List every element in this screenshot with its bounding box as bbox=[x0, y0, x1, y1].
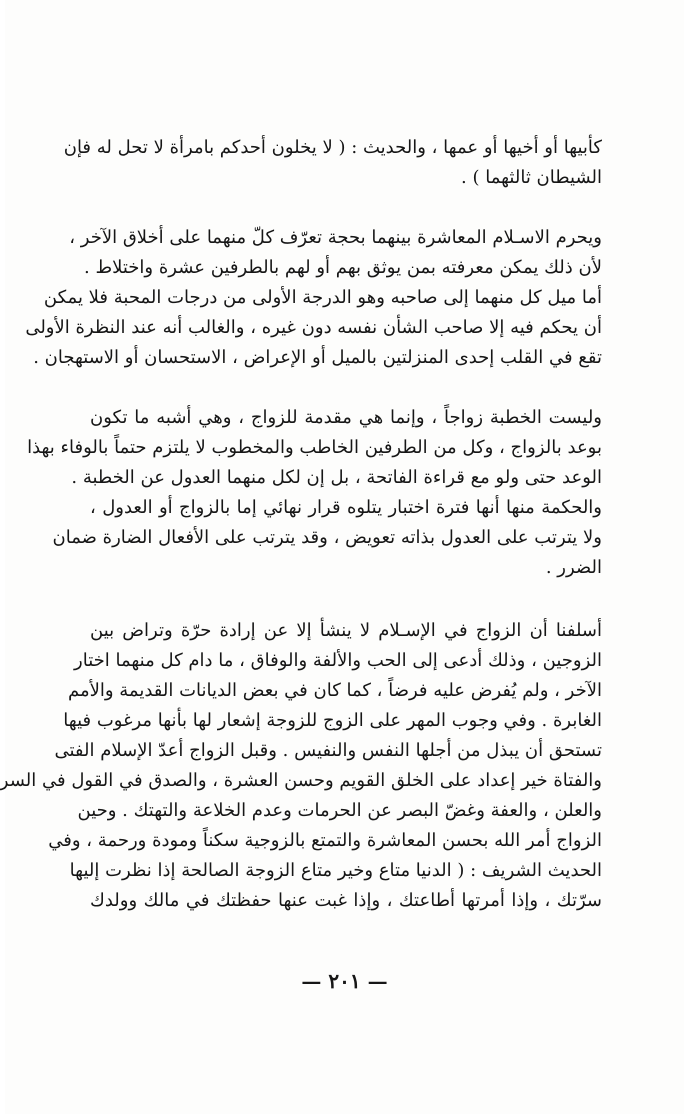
text-line: الوعد حتى ولو مع قراءة الفاتحة ، بل إن لكل منهما العدول عن الخطبة . bbox=[71, 467, 602, 488]
text-line: تقع في القلب إحدى المنزلتين بالميل أو الإعراض ، الاستحسان أو الاستهجان . bbox=[33, 347, 602, 368]
text-line: الغابرة . وفي وجوب المهر على الزوج للزوجة إشعار لها بأنها مرغوب فيها bbox=[63, 710, 602, 731]
text-line: كأبيها أو أخيها أو عمها ، والحديث : ( لا يخلون أحدكم بامرأة لا تحل له فإن bbox=[63, 137, 602, 158]
text-line: والفتاة خير إعداد على الخلق القويم وحسن العشرة ، والصدق في القول في السر bbox=[0, 770, 602, 791]
text-line: والحكمة منها أنها فترة اختبار يتلوه قرار نهائي إما بالزواج أو العدول ، bbox=[90, 497, 602, 518]
text-line: سرّتك ، وإذا أمرتها أطاعتك ، وإذا غبت عنها حفظتك في مالك وولدك bbox=[90, 890, 602, 911]
text-line: لأن ذلك يمكن معرفته بمن يوثق بهم أو لهم بالطرفين عشرة واختلاط . bbox=[84, 257, 602, 278]
text-line: الآخر ، ولم يُفرض عليه فرضاً ، كما كان في بعض الديانات القديمة والأمم bbox=[67, 680, 602, 701]
text-line: الزواج أمر الله بحسن المعاشرة والتمتع بالزوجية سكناً ومودة ورحمة ، وفي bbox=[48, 830, 602, 851]
text-line: أسلفنا أن الزواج في الإسـلام لا ينشأ إلا عن إرادة حرّة وتراض بين bbox=[90, 620, 602, 641]
text-line: أن يحكم فيه إلا صاحب الشأن نفسه دون غيره ، والغالب أنه عند النظرة الأولى bbox=[25, 317, 602, 338]
text-line: وليست الخطبة زواجاً ، وإنما هي مقدمة للزواج ، وهي أشبه ما تكون bbox=[90, 407, 602, 428]
text-line: الضرر . bbox=[545, 557, 602, 578]
text-line: ولا يترتب على العدول بذاته تعويض ، وقد يترتب على الأفعال الضارة ضمان bbox=[52, 527, 602, 548]
text-line: أما ميل كل منهما إلى صاحبه وهو الدرجة الأولى من درجات المحبة فلا يمكن bbox=[43, 287, 602, 308]
text-line: الشيطان ثالثهما ) . bbox=[461, 167, 602, 188]
text-line: بوعد بالزواج ، وكل من الطرفين الخاطب والمخطوب لا يلتزم حتماً بالوفاء بهذا bbox=[27, 437, 602, 458]
text-line: الزوجين ، وذلك أدعى إلى الحب والألفة والوفاق ، ما دام كل منهما اختار bbox=[74, 650, 602, 671]
text-line: ويحرم الاسـلام المعاشرة بينهما بحجة تعرّف كلّ منهما على أخلاق الآخر ، bbox=[69, 227, 602, 248]
text-line: الحديث الشريف : ( الدنيا متاع وخير متاع الزوجة الصالحة إذا نظرت إليها bbox=[69, 860, 602, 881]
text-line: والعلن ، والعفة وغضّ البصر عن الحرمات وعدم الخلاعة والتهتك . وحين bbox=[77, 800, 602, 821]
text-line: تستحق أن يبذل من أجلها النفس والنفيس . وقبل الزواج أعدّ الإسلام الفتى bbox=[54, 740, 602, 761]
page-number: — ٢٠١ — bbox=[301, 969, 388, 993]
